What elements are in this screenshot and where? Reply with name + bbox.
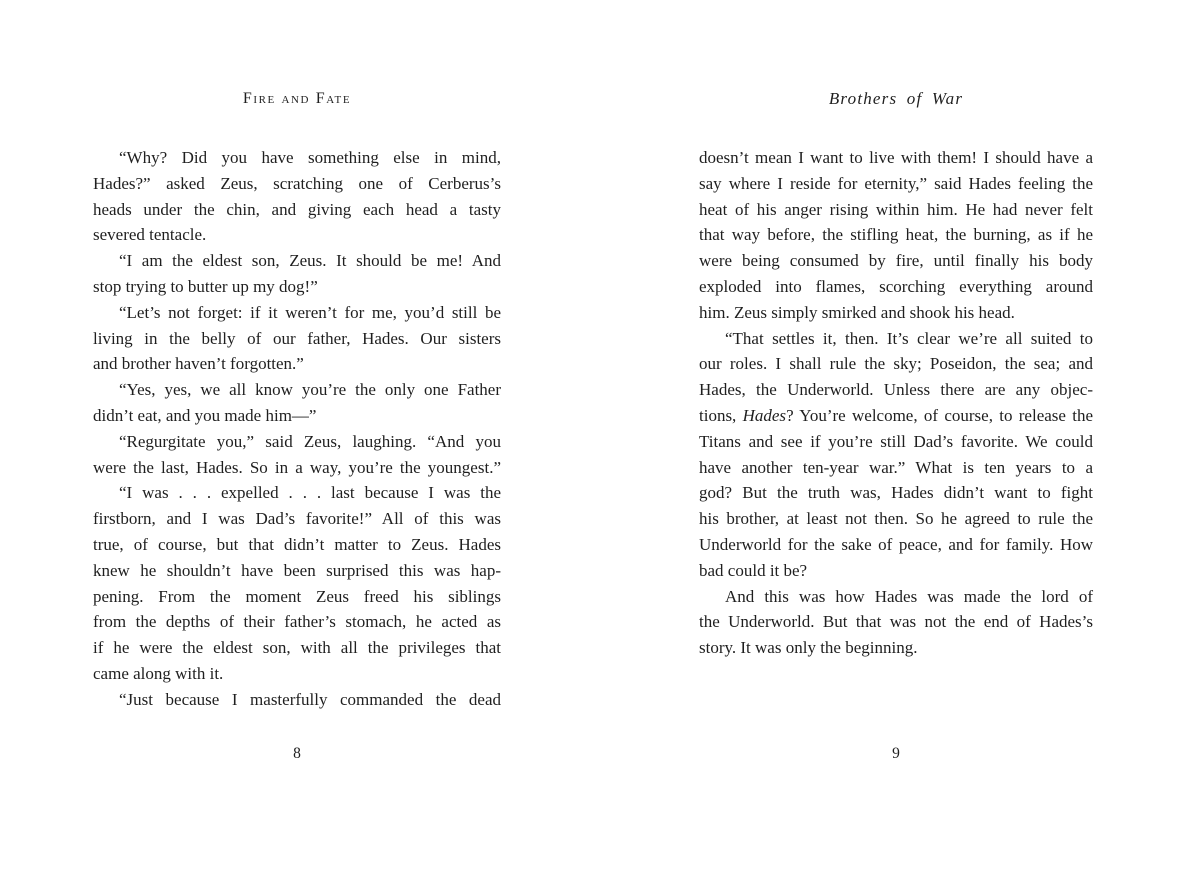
text-segment: the Underworld. But that was not the end of Hades’s [699, 612, 1093, 632]
left-page-text [93, 145, 501, 713]
text-segment: pening. From the moment Zeus freed his siblings [93, 586, 501, 606]
text-line [699, 635, 1093, 661]
text-line [699, 171, 1093, 197]
text-segment: say where I reside for eternity,” said Hades feeling the [699, 173, 1093, 193]
text-line [93, 171, 501, 197]
text-line [699, 248, 1093, 274]
right-page-text [699, 145, 1093, 661]
text-segment: “Why? Did you have something else in mind, [119, 148, 501, 167]
text-line [93, 455, 501, 481]
text-segment: bad could it be? [699, 560, 808, 580]
text-line [699, 584, 1093, 610]
text-segment: “Just because I masterfully commanded the dead [119, 689, 501, 709]
text-line [93, 274, 501, 300]
text-segment: true, of course, but that didn’t matter to Zeus. Hades [93, 534, 501, 554]
text-segment: “Yes, yes, we all know you’re the only one Father [119, 380, 501, 400]
text-segment: doesn’t mean I want to live with them! I should have a [699, 148, 1093, 167]
text-segment: Hades, the Underworld. Unless there are any objec- [699, 380, 1093, 400]
text-segment: “Let’s not forget: if it weren’t for me, you’d still be [119, 302, 501, 322]
text-line [93, 145, 501, 171]
text-segment: Underworld for the sake of peace, and for family. How [699, 534, 1093, 554]
text-line [699, 377, 1093, 403]
text-segment: ? You’re welcome, of course, to release the [786, 405, 1094, 425]
right-page-number: 9 [892, 745, 900, 762]
text-line [93, 248, 501, 274]
text-segment: severed tentacle. [93, 225, 207, 245]
left-running-head: Fire and Fate [242, 90, 352, 107]
text-segment: “Regurgitate you,” said Zeus, laughing. “And you [119, 431, 501, 451]
text-line [93, 609, 501, 635]
left-page [93, 0, 501, 872]
text-segment: his brother, at least not then. So he agreed to rule the [699, 509, 1093, 529]
text-line [93, 429, 501, 455]
text-line [699, 403, 1093, 429]
text-line [93, 351, 501, 377]
text-segment: And this was how Hades was made the lord of [725, 586, 1093, 606]
text-segment: heat of his anger rising within him. He had never felt [699, 199, 1093, 219]
text-line [699, 532, 1093, 558]
left-page-number: 8 [293, 745, 301, 762]
text-line [699, 480, 1093, 506]
text-segment: heads under the chin, and giving each head a tasty [93, 199, 501, 219]
right-running-head: Brothers of War [828, 89, 964, 108]
text-line [93, 377, 501, 403]
text-line [93, 687, 501, 713]
text-segment: our roles. I shall rule the sky; Poseidon, the sea; and [699, 354, 1093, 374]
text-segment: have another ten-year war.” What is ten years to a [699, 457, 1093, 477]
text-line [93, 326, 501, 352]
text-segment: were being consumed by fire, until finally his body [699, 251, 1093, 271]
text-segment: god? But the truth was, Hades didn’t want to fight [699, 483, 1093, 503]
text-segment: if he were the eldest son, with all the privileges that [93, 638, 501, 658]
text-line [93, 480, 501, 506]
text-line [699, 326, 1093, 352]
text-segment: from the depths of their father’s stomach, he acted as [93, 612, 501, 632]
text-line [93, 222, 501, 248]
text-line [93, 532, 501, 558]
text-segment: him. Zeus simply smirked and shook his head. [699, 302, 1015, 322]
text-line [93, 506, 501, 532]
text-segment: Hades?” asked Zeus, scratching one of Cerberus’s [93, 173, 501, 193]
right-page [699, 0, 1093, 872]
text-segment: “That settles it, then. It’s clear we’re all suited to [725, 328, 1093, 348]
text-segment: firstborn, and I was Dad’s favorite!” All of this was [93, 509, 501, 529]
text-segment: that way before, the stifling heat, the burning, as if he [699, 225, 1093, 245]
text-line [93, 300, 501, 326]
text-line [699, 455, 1093, 481]
text-segment: Titans and see if you’re still Dad’s favorite. We could [699, 431, 1093, 451]
text-segment: exploded into flames, scorching everything around [699, 276, 1093, 296]
text-segment: tions, [699, 405, 743, 425]
text-line [699, 609, 1093, 635]
text-segment: were the last, Hades. So in a way, you’re the youngest.” [93, 457, 501, 477]
text-line [93, 635, 501, 661]
text-segment: “I was . . . expelled . . . last because I was the [119, 483, 501, 503]
text-line [93, 197, 501, 223]
text-segment: stop trying to butter up my dog!” [93, 276, 318, 296]
italic-text: Hades [742, 405, 787, 425]
text-line [93, 584, 501, 610]
text-segment: didn’t eat, and you made him—” [93, 405, 317, 425]
text-line [699, 222, 1093, 248]
text-segment: living in the belly of our father, Hades. Our sisters [93, 328, 501, 348]
text-line [699, 274, 1093, 300]
text-line [93, 403, 501, 429]
text-segment: “I am the eldest son, Zeus. It should be me! And [119, 251, 501, 271]
text-line [699, 145, 1093, 171]
text-line [699, 300, 1093, 326]
text-line [699, 506, 1093, 532]
text-segment: and brother haven’t forgotten.” [93, 354, 304, 374]
text-segment: story. It was only the beginning. [699, 638, 918, 658]
text-line [699, 197, 1093, 223]
text-line [93, 558, 501, 584]
text-line [699, 558, 1093, 584]
text-line [699, 429, 1093, 455]
text-segment: knew he shouldn’t have been surprised this was hap- [93, 560, 501, 580]
text-line [93, 661, 501, 687]
text-segment: came along with it. [93, 663, 224, 683]
text-line [699, 351, 1093, 377]
